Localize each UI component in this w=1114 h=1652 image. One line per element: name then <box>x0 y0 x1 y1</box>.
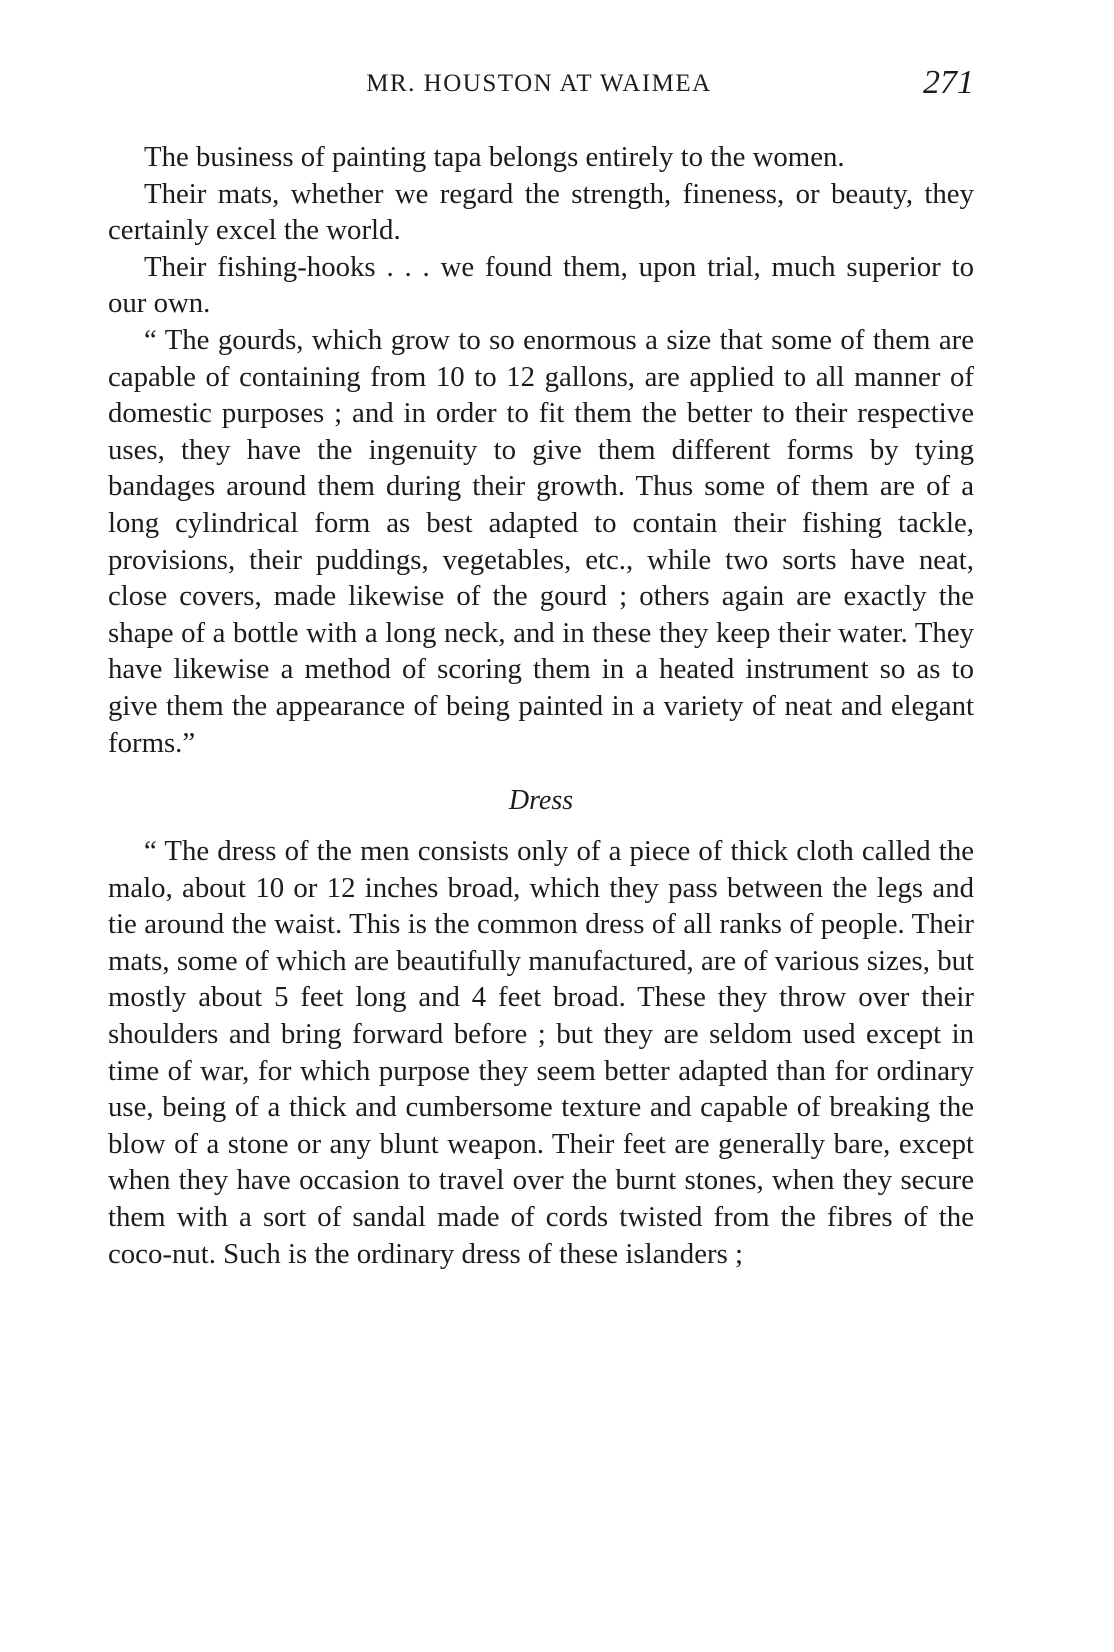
paragraph-dress: “ The dress of the men consists only of a piece of thick cloth called the malo, about 10 or 12 inches broad, which they pass between the legs and tie around the waist. This is the common dress of all ranks of people. Their mats, some of which are beautifully manufactured, are of various sizes, but mostly about 5 feet long and 4 feet broad. These they throw over their shoulders and bring forward before ; but they are seldom used except in time of war, for which purpose they seem better adapted than for ordinary use, being of a thick and cumbersome texture and capable of breaking the blow of a stone or any blunt weapon. Their feet are generally bare, except when they have occasion to travel over the burnt stones, when they secure them with a sort of sandal made of cords twisted from the fibres of the coco-nut. Such is the ordinary dress of these islanders ; <box>108 835 974 1270</box>
paragraph-mats: Their mats, whether we regard the strength, fineness, or beauty, they certainly excel the world. <box>108 177 974 247</box>
body-text <box>108 139 974 1272</box>
paragraph-gourds: “ The gourds, which grow to so enormous a size that some of them are capable of containing from 10 to 12 gallons, are applied to all manner of domestic purposes ; and in order to fit them the better to their respective uses, they have the ingenuity to give them different forms by tying bandages around them during their growth. Thus some of them are of a long cylindrical form as best adapted to contain their fishing tackle, provisions, their puddings, vegetables, etc., while two sorts have neat, close covers, made likewise of the gourd ; others again are exactly the shape of a bottle with a long neck, and in these they keep their water. They have likewise a method of scoring them in a heated instrument so as to give them the appearance of being painted in a variety of neat and elegant forms.” <box>108 323 974 759</box>
paragraph-tapa: The business of painting tapa belongs entirely to the women. <box>144 141 845 173</box>
running-title: MR. HOUSTON AT WAIMEA <box>366 70 712 97</box>
running-head <box>104 64 974 108</box>
section-heading-dress: Dress <box>508 785 574 817</box>
paragraph-fishing-hooks: Their fishing-hooks . . . we found them, upon trial, much superior to our own. <box>108 250 974 320</box>
page-number: 271 <box>923 64 974 101</box>
